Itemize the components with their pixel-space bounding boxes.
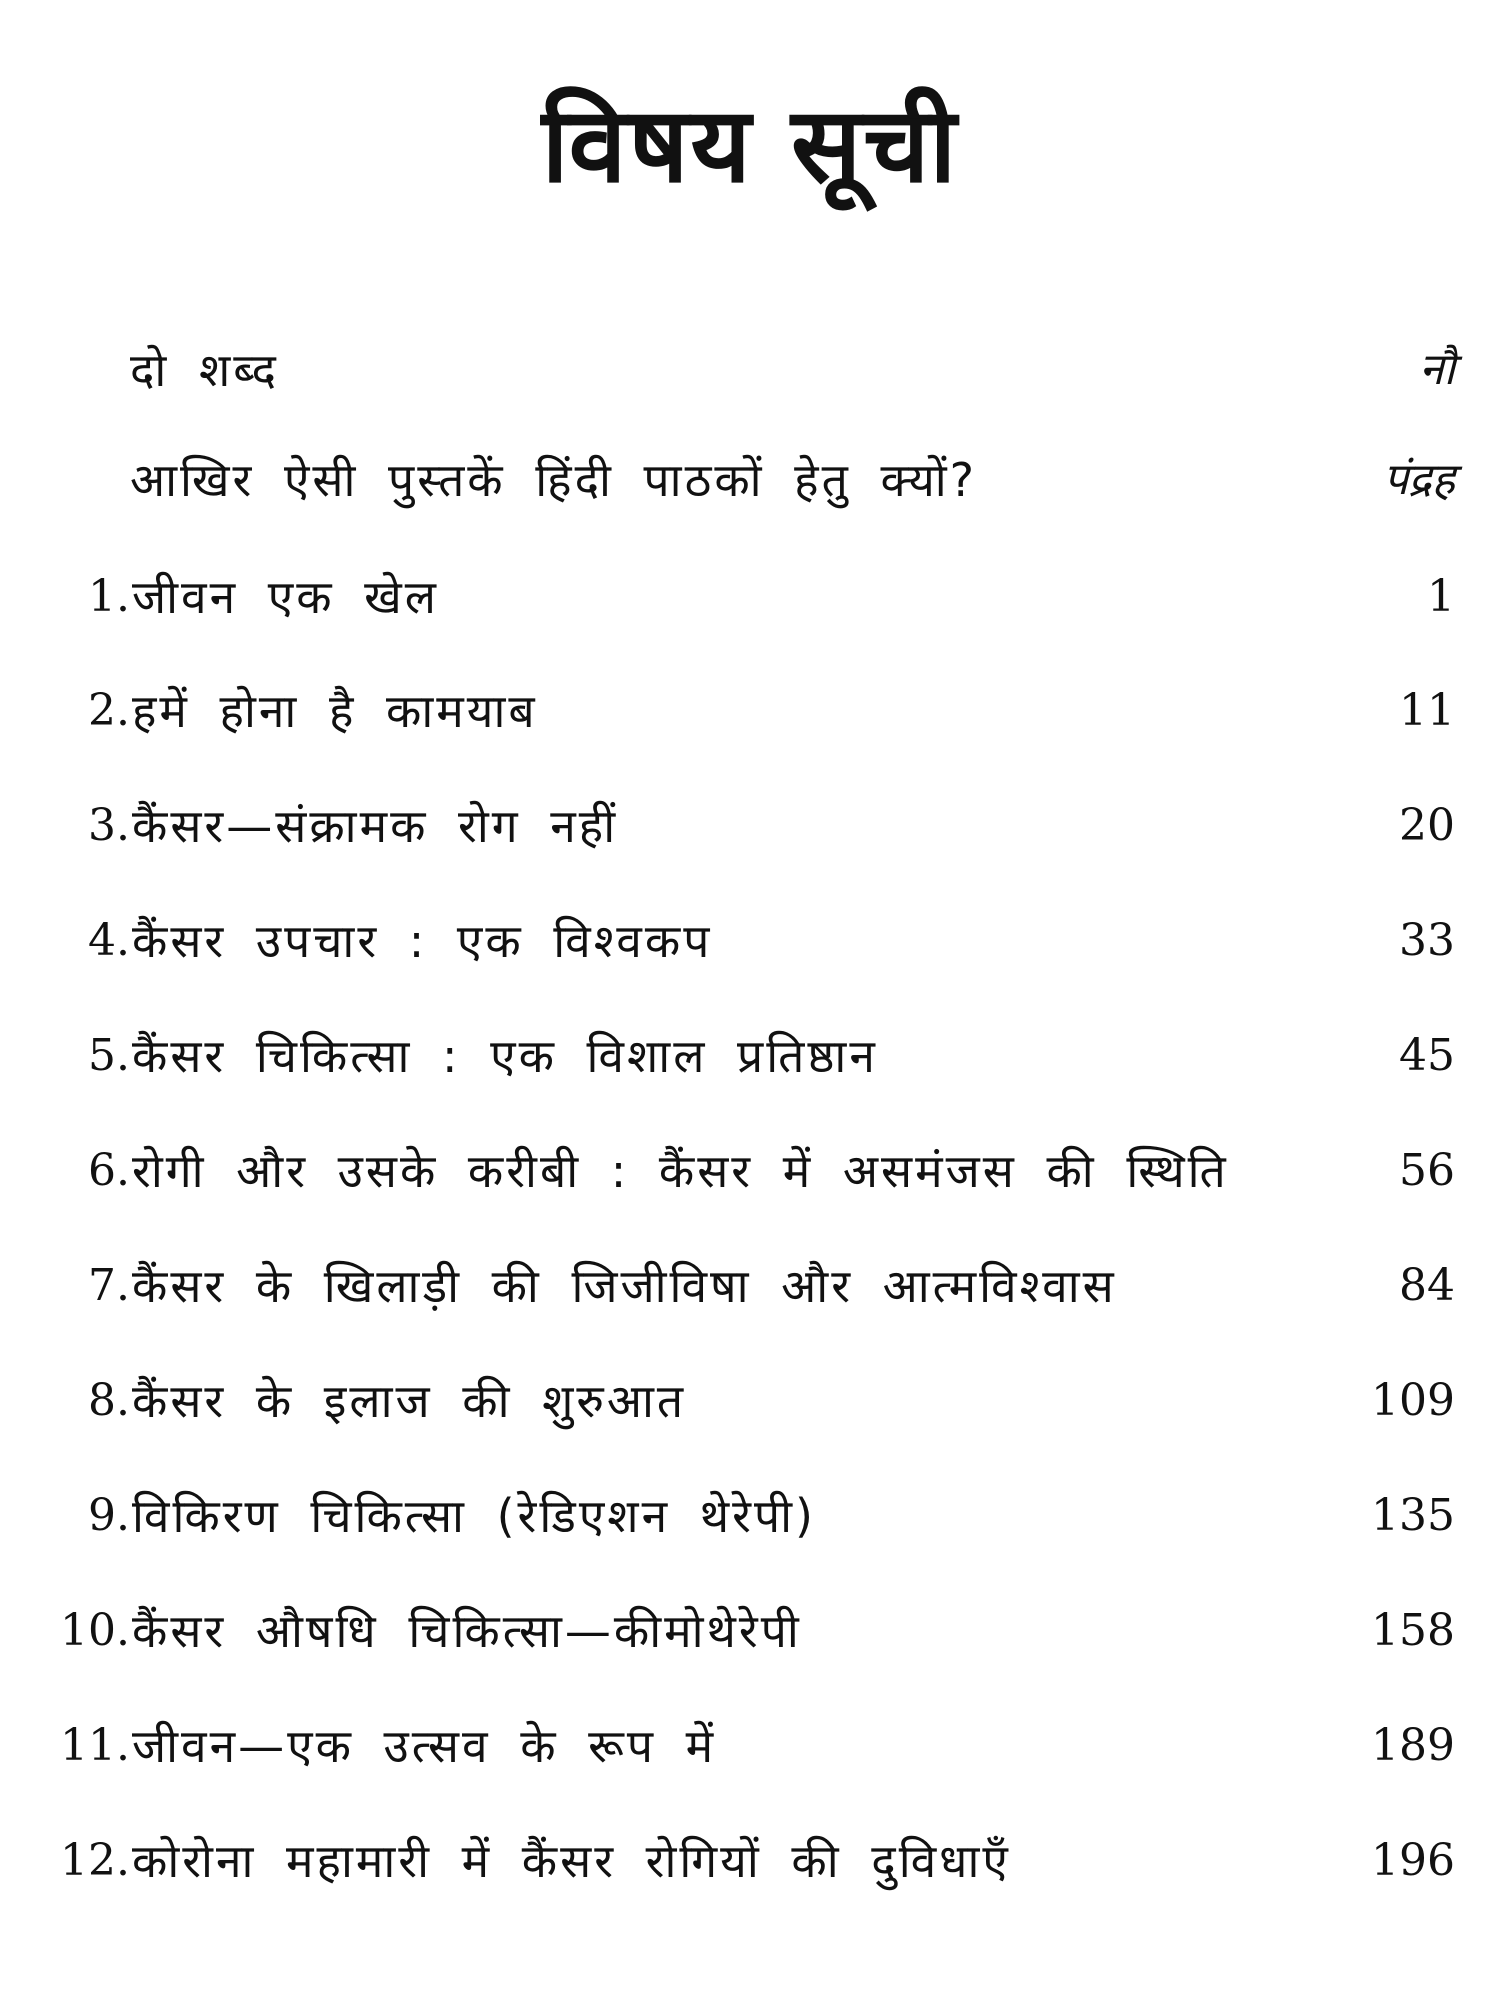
toc-entry-page: 158 (1371, 1605, 1455, 1656)
toc-entry-label: आखिर ऐसी पुस्तकें हिंदी पाठकों हेतु क्यों? (130, 453, 978, 507)
toc-entry-chapter-6 (0, 1131, 1500, 1211)
toc-entry-chapter-10 (0, 1591, 1500, 1671)
toc-entry-chapter-12 (0, 1821, 1500, 1901)
chapter-number: 8. (88, 1375, 130, 1426)
toc-entry-page: 1 (1427, 571, 1455, 622)
toc-entry-label: हमें होना है कामयाब (132, 684, 538, 738)
toc-entry-page: नौ (1419, 344, 1455, 395)
chapter-number: 7. (88, 1260, 130, 1311)
chapter-number: 5. (88, 1030, 130, 1081)
toc-entry-page: 196 (1371, 1835, 1455, 1886)
toc-entry-label: कैंसर—संक्रामक रोग नहीं (132, 799, 619, 853)
toc-entry-page: 33 (1399, 915, 1455, 966)
toc-entry-label: कैंसर के खिलाड़ी की जिजीविषा और आत्मविश्वास (132, 1259, 1117, 1313)
chapter-number: 10. (60, 1605, 130, 1656)
toc-entry-label: विकिरण चिकित्सा (रेडिएशन थेरेपी) (132, 1489, 816, 1543)
toc-entry-page: 84 (1399, 1260, 1455, 1311)
toc-entry-page: 189 (1371, 1720, 1455, 1771)
toc-entry-page: 45 (1399, 1030, 1455, 1081)
chapter-number: 9. (88, 1490, 130, 1541)
toc-entry-do-shabd (0, 330, 1500, 410)
toc-entry-page: 135 (1371, 1490, 1455, 1541)
toc-entry-page: 20 (1399, 800, 1455, 851)
toc-entry-label: रोगी और उसके करीबी : कैंसर में असमंजस की स्थिति (132, 1144, 1229, 1198)
toc-entry-chapter-1 (0, 557, 1500, 637)
toc-entry-page: 56 (1399, 1145, 1455, 1196)
toc-entry-chapter-7 (0, 1246, 1500, 1326)
chapter-number: 1. (88, 571, 130, 622)
chapter-number: 3. (88, 800, 130, 851)
toc-entry-label: जीवन—एक उत्सव के रूप में (132, 1719, 717, 1773)
toc-entry-label: कैंसर औषधि चिकित्सा—कीमोथेरेपी (132, 1604, 802, 1658)
chapter-number: 4. (88, 915, 130, 966)
toc-entry-label: जीवन एक खेल (132, 570, 439, 624)
toc-entry-label: कैंसर उपचार : एक विश्वकप (132, 914, 713, 968)
toc-entry-chapter-4 (0, 901, 1500, 981)
toc-entry-aakhir (0, 440, 1500, 520)
chapter-number: 6. (88, 1145, 130, 1196)
toc-entry-label: कैंसर चिकित्सा : एक विशाल प्रतिष्ठान (132, 1029, 878, 1083)
chapter-number: 12. (60, 1835, 130, 1886)
toc-entry-chapter-8 (0, 1361, 1500, 1441)
toc-entry-label: दो शब्द (130, 343, 279, 397)
toc-entry-label: कोरोना महामारी में कैंसर रोगियों की दुविधाएँ (132, 1834, 1011, 1888)
toc-entry-chapter-3 (0, 786, 1500, 866)
toc-entry-chapter-9 (0, 1476, 1500, 1556)
toc-entry-label: कैंसर के इलाज की शुरुआत (132, 1374, 687, 1428)
toc-entry-chapter-11 (0, 1706, 1500, 1786)
chapter-number: 11. (60, 1720, 130, 1771)
toc-entry-page: 11 (1399, 685, 1455, 736)
toc-entry-page: पंद्रह (1383, 454, 1455, 505)
toc-entry-chapter-5 (0, 1016, 1500, 1096)
toc-entry-chapter-2 (0, 671, 1500, 751)
chapter-number: 2. (88, 685, 130, 736)
page-title: विषय सूची (541, 84, 959, 206)
toc-entry-page: 109 (1371, 1375, 1455, 1426)
